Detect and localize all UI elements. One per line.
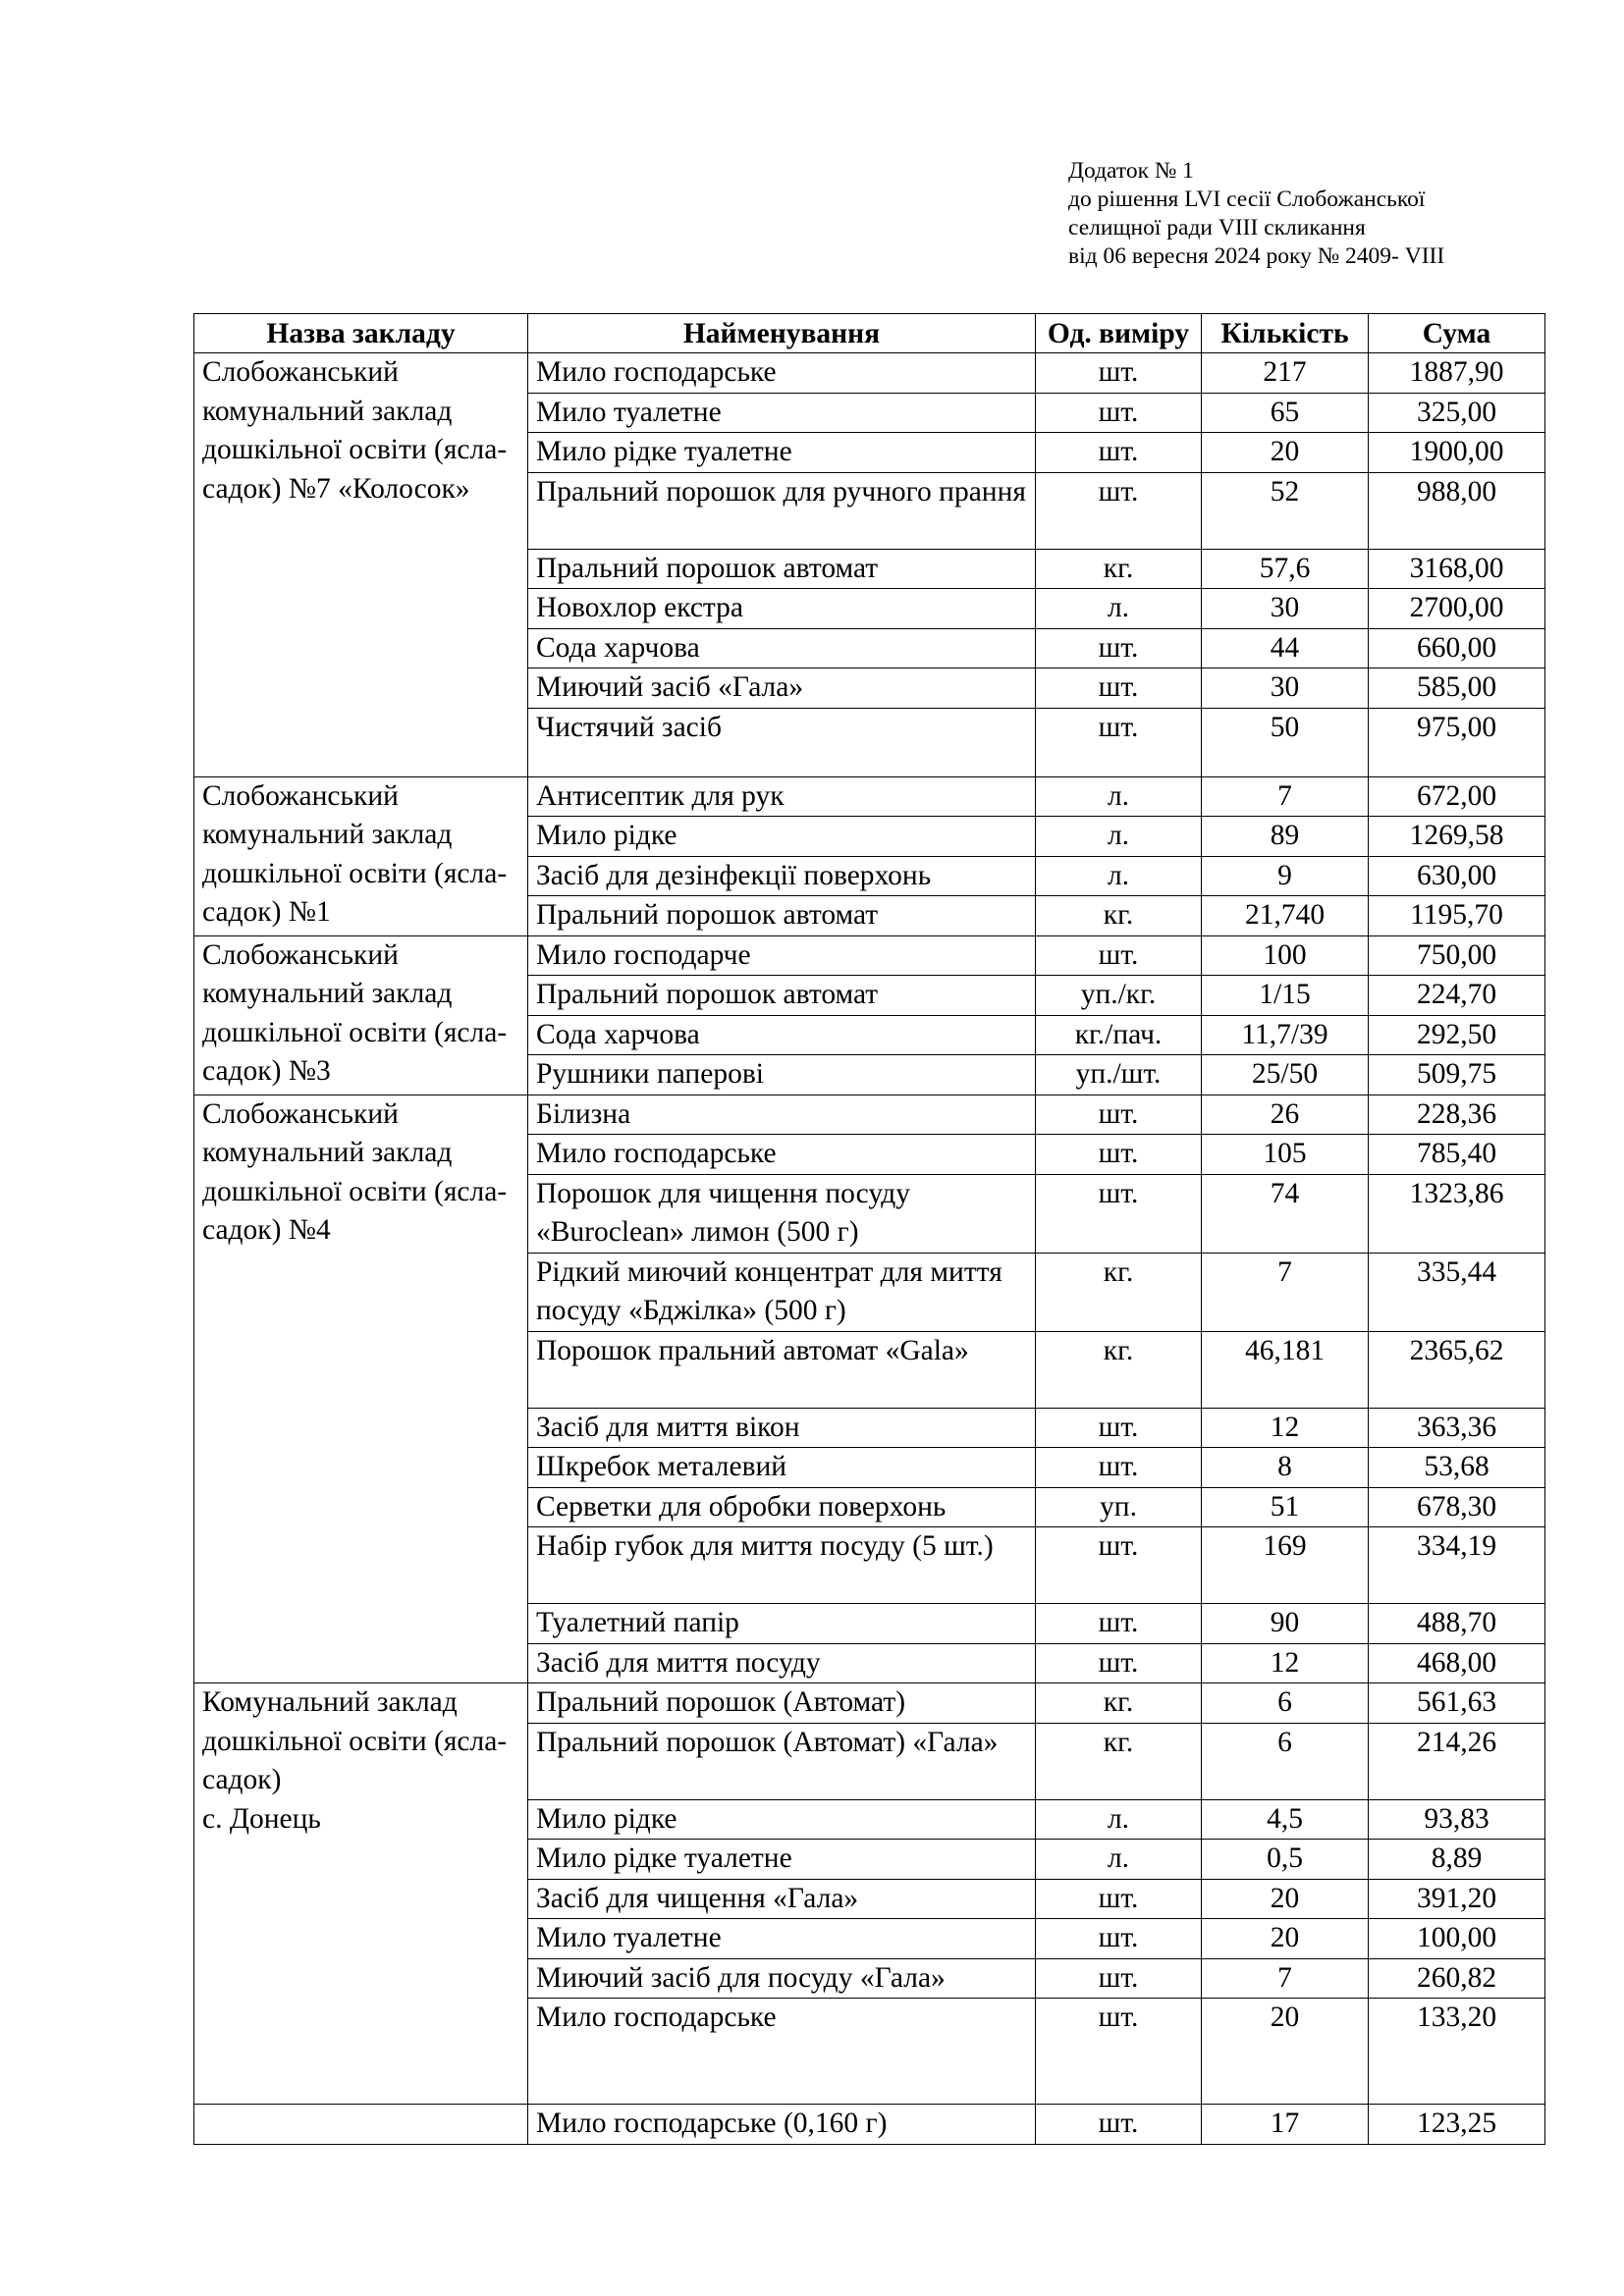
item-sum: 975,00	[1369, 708, 1545, 776]
item-name: Шкребок металевий	[528, 1448, 1036, 1488]
item-name: Новохлор екстра	[528, 589, 1036, 629]
item-name: Засіб для миття вікон	[528, 1408, 1036, 1448]
item-unit: шт.	[1036, 472, 1202, 549]
item-name: Пральний порошок автомат	[528, 549, 1036, 589]
item-quantity: 90	[1202, 1604, 1369, 1644]
item-sum: 2700,00	[1369, 589, 1545, 629]
item-name: Білизна	[528, 1095, 1036, 1135]
item-sum: 228,36	[1369, 1095, 1545, 1135]
item-sum: 660,00	[1369, 628, 1545, 668]
item-quantity: 44	[1202, 628, 1369, 668]
item-unit: л.	[1036, 817, 1202, 857]
item-quantity: 7	[1202, 1958, 1369, 1999]
item-name: Мило рідке туалетне	[528, 433, 1036, 473]
item-unit: л.	[1036, 1799, 1202, 1840]
item-name: Мило господарське	[528, 353, 1036, 394]
item-unit: шт.	[1036, 1919, 1202, 1959]
item-unit: шт.	[1036, 393, 1202, 433]
item-name: Туалетний папір	[528, 1604, 1036, 1644]
table-row	[194, 2105, 1545, 2145]
item-name: Порошок пральний автомат «Gala»	[528, 1331, 1036, 1408]
item-sum: 3168,00	[1369, 549, 1545, 589]
institution-name	[194, 2105, 528, 2145]
item-unit: шт.	[1036, 708, 1202, 776]
item-sum: 509,75	[1369, 1055, 1545, 1095]
item-quantity: 20	[1202, 1999, 1369, 2105]
item-sum: 292,50	[1369, 1015, 1545, 1055]
item-quantity: 30	[1202, 589, 1369, 629]
item-quantity: 100	[1202, 935, 1369, 976]
item-quantity: 46,181	[1202, 1331, 1369, 1408]
item-unit: кг.	[1036, 1683, 1202, 1724]
item-unit: шт.	[1036, 1135, 1202, 1175]
item-unit: шт.	[1036, 1643, 1202, 1683]
item-quantity: 51	[1202, 1487, 1369, 1527]
item-name: Антисептик для рук	[528, 776, 1036, 817]
item-quantity: 50	[1202, 708, 1369, 776]
item-name: Чистячий засіб	[528, 708, 1036, 776]
item-sum: 630,00	[1369, 856, 1545, 896]
table-row	[194, 1683, 1545, 1724]
item-unit: шт.	[1036, 2105, 1202, 2145]
item-sum: 1195,70	[1369, 896, 1545, 936]
item-quantity: 65	[1202, 393, 1369, 433]
item-unit: шт.	[1036, 1527, 1202, 1604]
item-sum: 1323,86	[1369, 1174, 1545, 1253]
header-line: до рішення LVI сесії Слобожанської	[1068, 187, 1426, 212]
item-quantity: 105	[1202, 1135, 1369, 1175]
item-unit: шт.	[1036, 1448, 1202, 1488]
item-sum: 260,82	[1369, 1958, 1545, 1999]
item-name: Мило господарське (0,160 г)	[528, 2105, 1036, 2145]
column-header-quantity: Кількість	[1202, 314, 1369, 353]
item-unit: л.	[1036, 1840, 1202, 1880]
column-header-item: Найменування	[528, 314, 1036, 353]
item-name: Мило туалетне	[528, 1919, 1036, 1959]
item-name: Мило рідке	[528, 1799, 1036, 1840]
item-name: Пральний порошок для ручного прання	[528, 472, 1036, 549]
item-name: Засіб для дезінфекції поверхонь	[528, 856, 1036, 896]
item-sum: 2365,62	[1369, 1331, 1545, 1408]
item-quantity: 4,5	[1202, 1799, 1369, 1840]
table-row	[194, 776, 1545, 817]
item-quantity: 20	[1202, 1879, 1369, 1919]
item-unit: уп.	[1036, 1487, 1202, 1527]
item-name: Мило господарське	[528, 1135, 1036, 1175]
item-name: Миючий засіб для посуду «Гала»	[528, 1958, 1036, 1999]
item-sum: 678,30	[1369, 1487, 1545, 1527]
item-sum: 363,36	[1369, 1408, 1545, 1448]
item-name: Сода харчова	[528, 628, 1036, 668]
item-sum: 1887,90	[1369, 353, 1545, 394]
item-unit: шт.	[1036, 1604, 1202, 1644]
document-header	[1068, 157, 1530, 271]
item-quantity: 8	[1202, 1448, 1369, 1488]
item-sum: 335,44	[1369, 1253, 1545, 1331]
header-line: Додаток № 1	[1068, 158, 1194, 184]
table-body	[194, 353, 1545, 2145]
item-quantity: 89	[1202, 817, 1369, 857]
item-name: Серветки для обробки поверхонь	[528, 1487, 1036, 1527]
item-quantity: 20	[1202, 1919, 1369, 1959]
supplies-table	[193, 313, 1545, 2145]
item-unit: шт.	[1036, 1095, 1202, 1135]
item-name: Мило туалетне	[528, 393, 1036, 433]
column-header-institution: Назва закладу	[194, 314, 528, 353]
item-quantity: 30	[1202, 668, 1369, 709]
item-unit: кг.	[1036, 1253, 1202, 1331]
column-header-sum: Сума	[1369, 314, 1545, 353]
item-quantity: 6	[1202, 1723, 1369, 1799]
item-unit: кг.	[1036, 549, 1202, 589]
item-name: Мило рідке туалетне	[528, 1840, 1036, 1880]
item-name: Рушники паперові	[528, 1055, 1036, 1095]
item-sum: 100,00	[1369, 1919, 1545, 1959]
institution-name: Слобожанський комунальний заклад дошкільної освіти (ясла-садок) №4	[194, 1095, 528, 1683]
institution-name: Комунальний заклад дошкільної освіти (ясла-садок) с. Донець	[194, 1683, 528, 2105]
institution-name: Слобожанський комунальний заклад дошкільної освіти (ясла-садок) №1	[194, 776, 528, 935]
item-unit: шт.	[1036, 935, 1202, 976]
item-sum: 133,20	[1369, 1999, 1545, 2105]
table-row	[194, 935, 1545, 976]
item-unit: шт.	[1036, 353, 1202, 394]
header-line: селищної ради VIII скликання	[1068, 215, 1366, 240]
item-quantity: 217	[1202, 353, 1369, 394]
item-name: Засіб для чищення «Гала»	[528, 1879, 1036, 1919]
item-name: Рідкий миючий концентрат для миття посуду «Бджілка» (500 г)	[528, 1253, 1036, 1331]
item-sum: 325,00	[1369, 393, 1545, 433]
item-sum: 53,68	[1369, 1448, 1545, 1488]
header-line: від 06 вересня 2024 року № 2409- VIII	[1068, 243, 1445, 269]
item-name: Порошок для чищення посуду «Buroclean» лимон (500 г)	[528, 1174, 1036, 1253]
column-header-unit: Од. виміру	[1036, 314, 1202, 353]
item-sum: 93,83	[1369, 1799, 1545, 1840]
item-quantity: 7	[1202, 776, 1369, 817]
item-sum: 224,70	[1369, 976, 1545, 1016]
item-sum: 123,25	[1369, 2105, 1545, 2145]
item-quantity: 11,7/39	[1202, 1015, 1369, 1055]
item-quantity: 20	[1202, 433, 1369, 473]
item-sum: 785,40	[1369, 1135, 1545, 1175]
item-sum: 750,00	[1369, 935, 1545, 976]
item-name: Набір губок для миття посуду (5 шт.)	[528, 1527, 1036, 1604]
item-sum: 561,63	[1369, 1683, 1545, 1724]
item-quantity: 169	[1202, 1527, 1369, 1604]
item-name: Миючий засіб «Гала»	[528, 668, 1036, 709]
item-unit: шт.	[1036, 433, 1202, 473]
item-unit: шт.	[1036, 1999, 1202, 2105]
item-quantity: 26	[1202, 1095, 1369, 1135]
item-unit: шт.	[1036, 1958, 1202, 1999]
item-unit: шт.	[1036, 628, 1202, 668]
institution-name: Слобожанський комунальний заклад дошкільної освіти (ясла-садок) №7 «Колосок»	[194, 353, 528, 777]
institution-name: Слобожанський комунальний заклад дошкільної освіти (ясла-садок) №3	[194, 935, 528, 1095]
item-unit: кг.	[1036, 1723, 1202, 1799]
item-quantity: 7	[1202, 1253, 1369, 1331]
item-quantity: 25/50	[1202, 1055, 1369, 1095]
item-name: Мило рідке	[528, 817, 1036, 857]
item-quantity: 17	[1202, 2105, 1369, 2145]
item-name: Пральний порошок (Автомат) «Гала»	[528, 1723, 1036, 1799]
item-sum: 1269,58	[1369, 817, 1545, 857]
item-name: Мило господарче	[528, 935, 1036, 976]
item-quantity: 52	[1202, 472, 1369, 549]
item-sum: 391,20	[1369, 1879, 1545, 1919]
item-unit: кг.	[1036, 896, 1202, 936]
item-unit: уп./шт.	[1036, 1055, 1202, 1095]
item-unit: л.	[1036, 776, 1202, 817]
table-header-row	[194, 314, 1545, 353]
item-unit: шт.	[1036, 1879, 1202, 1919]
item-sum: 214,26	[1369, 1723, 1545, 1799]
item-unit: кг./пач.	[1036, 1015, 1202, 1055]
item-sum: 468,00	[1369, 1643, 1545, 1683]
item-sum: 672,00	[1369, 776, 1545, 817]
item-unit: шт.	[1036, 668, 1202, 709]
item-sum: 334,19	[1369, 1527, 1545, 1604]
item-sum: 8,89	[1369, 1840, 1545, 1880]
item-quantity: 1/15	[1202, 976, 1369, 1016]
item-unit: шт.	[1036, 1174, 1202, 1253]
item-quantity: 12	[1202, 1643, 1369, 1683]
item-sum: 488,70	[1369, 1604, 1545, 1644]
item-quantity: 0,5	[1202, 1840, 1369, 1880]
item-name: Пральний порошок автомат	[528, 976, 1036, 1016]
item-quantity: 21,740	[1202, 896, 1369, 936]
item-sum: 1900,00	[1369, 433, 1545, 473]
item-sum: 988,00	[1369, 472, 1545, 549]
item-quantity: 12	[1202, 1408, 1369, 1448]
item-name: Пральний порошок автомат	[528, 896, 1036, 936]
item-name: Сода харчова	[528, 1015, 1036, 1055]
item-quantity: 6	[1202, 1683, 1369, 1724]
item-name: Мило господарське	[528, 1999, 1036, 2105]
item-unit: уп./кг.	[1036, 976, 1202, 1016]
item-name: Засіб для миття посуду	[528, 1643, 1036, 1683]
item-quantity: 74	[1202, 1174, 1369, 1253]
item-unit: л.	[1036, 856, 1202, 896]
item-quantity: 57,6	[1202, 549, 1369, 589]
item-sum: 585,00	[1369, 668, 1545, 709]
item-name: Пральний порошок (Автомат)	[528, 1683, 1036, 1724]
table-row	[194, 353, 1545, 394]
table-row	[194, 1095, 1545, 1135]
item-unit: л.	[1036, 589, 1202, 629]
item-unit: кг.	[1036, 1331, 1202, 1408]
item-unit: шт.	[1036, 1408, 1202, 1448]
item-quantity: 9	[1202, 856, 1369, 896]
